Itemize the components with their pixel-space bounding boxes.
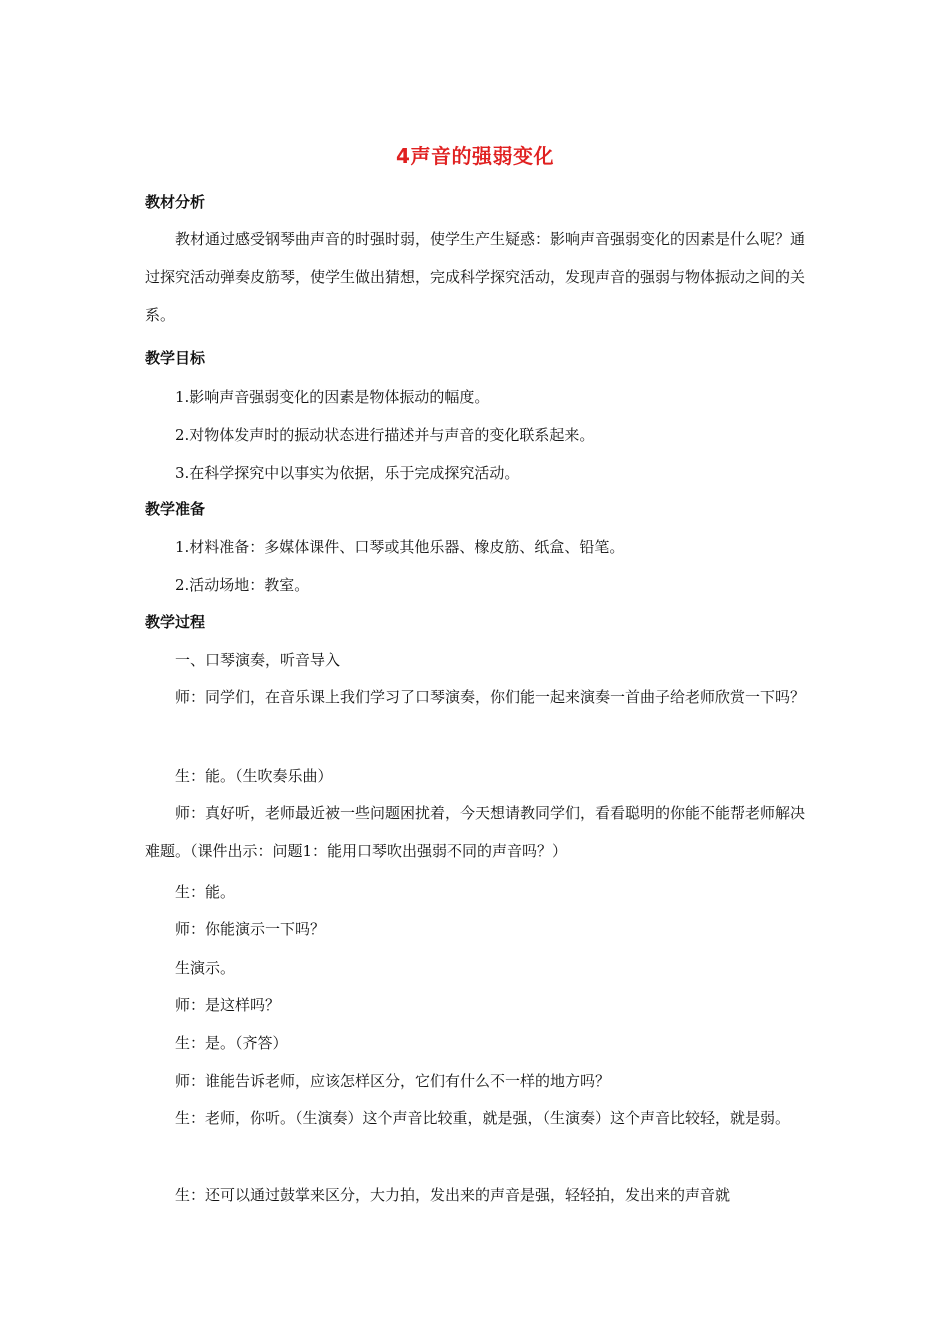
dialog-line: 生：还可以通过鼓掌来区分，大力拍，发出来的声音是强，轻轻拍，发出来的声音就 bbox=[175, 1186, 731, 1204]
heading-goals: 教学目标 bbox=[145, 349, 206, 367]
dialog-line: 生：能。（生吹奏乐曲） bbox=[175, 767, 333, 785]
page-title: 4声音的强弱变化 bbox=[396, 144, 554, 168]
process-step-1: 一、口琴演奏，听音导入 bbox=[175, 651, 341, 669]
prep-item-1: 1.材料准备：多媒体课件、口琴或其他乐器、橡皮筋、纸盒、铅笔。 bbox=[175, 538, 625, 556]
dialog-line: 生演示。 bbox=[175, 959, 236, 977]
dialog-line: 师：是这样吗？ bbox=[175, 996, 281, 1014]
dialog-line: 师：真好听，老师最近被一些问题困扰着，今天想请教同学们，看看聪明的你能不能帮老师解决难题。（课件出示：问题1：能用口琴吹出强弱不同的声音吗？） bbox=[145, 804, 806, 860]
dialog-line: 生：能。 bbox=[175, 883, 236, 901]
dialog-line: 师：谁能告诉老师，应该怎样区分，它们有什么不一样的地方吗？ bbox=[175, 1072, 611, 1090]
analysis-paragraph: 教材通过感受钢琴曲声音的时强时弱，使学生产生疑惑：影响声音强弱变化的因素是什么呢？通过探究活动弹奏皮筋琴，使学生做出猜想，完成科学探究活动，发现声音的强弱与物体振动之间的关系。 bbox=[145, 230, 806, 324]
dialog-line: 生：老师，你听。（生演奏）这个声音比较重，就是强，（生演奏）这个声音比较轻，就是弱。 bbox=[175, 1109, 791, 1127]
prep-item-2: 2.活动场地：教室。 bbox=[175, 576, 310, 594]
goal-item-1: 1.影响声音强弱变化的因素是物体振动的幅度。 bbox=[175, 388, 490, 406]
dialog-line: 师：你能演示一下吗？ bbox=[175, 920, 326, 938]
goal-item-2: 2.对物体发声时的振动状态进行描述并与声音的变化联系起来。 bbox=[175, 426, 595, 444]
goal-item-3: 3.在科学探究中以事实为依据，乐于完成探究活动。 bbox=[175, 464, 520, 482]
heading-prep: 教学准备 bbox=[145, 500, 206, 518]
dialog-line: 师：同学们，在音乐课上我们学习了口琴演奏，你们能一起来演奏一首曲子给老师欣赏一下吗？ bbox=[175, 688, 806, 706]
dialog-line: 生：是。（齐答） bbox=[175, 1034, 288, 1052]
heading-analysis: 教材分析 bbox=[145, 193, 206, 211]
heading-process: 教学过程 bbox=[145, 613, 206, 631]
